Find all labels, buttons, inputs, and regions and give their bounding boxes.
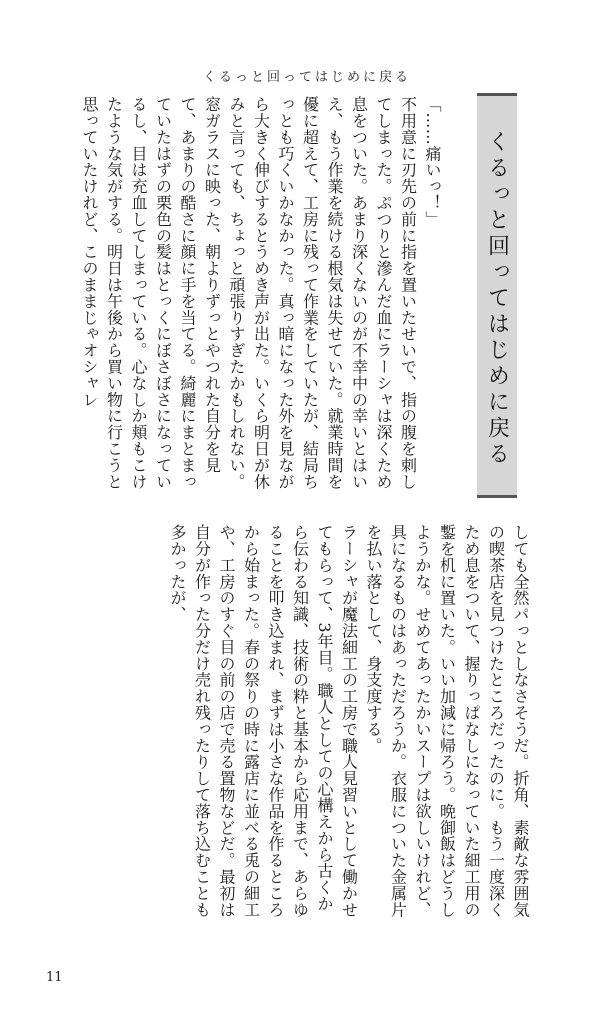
paragraph: しても全然パっとしなさそうだ。折角、素敵な雰囲気の喫茶店を見つけたところだったのに。もう一度深くため息をついて、握りっぱなしになっていた細工用の鏨を机に置いた。いい加減に帰ろう。晩御飯はどうしようかな。せめてあったかいスープは欲しいけれど、具になるものはあっただろうか。衣服についた金属片を払い落として、身支度する。 bbox=[364, 524, 530, 918]
chapter-title-box bbox=[477, 93, 517, 498]
chapter-title: くるっと回ってはじめに戻る bbox=[484, 130, 510, 468]
dialogue-line: 「……痛いっ！」 bbox=[423, 96, 442, 228]
page-number: 11 bbox=[46, 970, 63, 985]
body-text-upper bbox=[64, 96, 444, 492]
paragraph: ラーシャが魔法細工の工房で職人見習いとして働かせてもらって、3年目。職人としての心構えから古くから伝わる知識、技術の粋と基本から応用まで、あらゆることを叩き込まれ、まずは小さな作品を作るところから始まった。春の祭りの時に露店に並べる兎の細工や、工房のすぐ目の前の店で売る置物などだ。最初は自分が作った分だけ売れ残ったりして落ち込むことも多かったが、 bbox=[168, 524, 359, 918]
body-text-lower bbox=[64, 524, 532, 920]
paragraph: 不用意に刃先の前に指を置いたせいで、指の腹を刺してしまった。ぷつりと滲んだ血にラーシャは深くため息をついた。あまり深くないのが不幸中の幸いとはいえ、もう作業を続ける根気は失せていた。就業時間を優に超えて、工房に残って作業をしていたが、結局ちっとも巧くいかなかった。真っ暗になった外を見ながら大きく伸びするとうめき声が出た。いくら明日が休みと言っても、ちょっと頑張りすぎたかもしれない。窓ガラスに映った、朝よりずっとやつれた自分を見て、あまりの酷さに顔に手を当てる。綺麗にまとまっていたはずの栗色の髪はとっくにぼさぼさになっているし、目は充血してしまっている。心なしか頬もこけたような気がする。明日は午後から買い物に行こうと思っていたけれど、このままじゃオシャレ bbox=[80, 96, 418, 490]
running-head: くるっと回ってはじめに戻る bbox=[202, 70, 411, 85]
